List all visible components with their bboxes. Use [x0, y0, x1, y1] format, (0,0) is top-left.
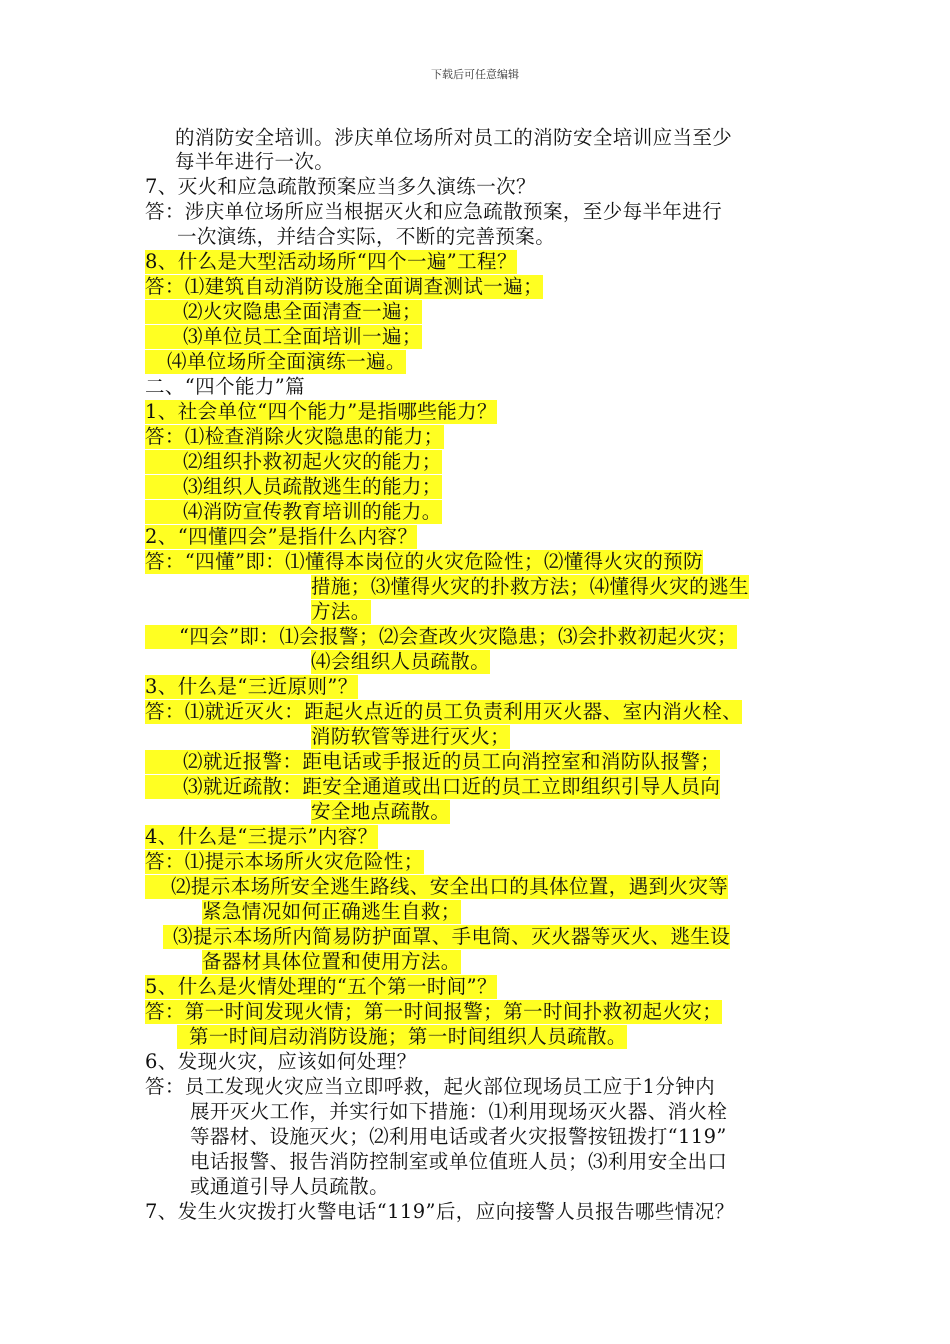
text-line: 或通道引导人员疏散。 [190, 1175, 390, 1198]
text-line: 3、什么是“三近原则”？ [145, 675, 358, 698]
text-line: ⑷会组织人员疏散。 [311, 650, 491, 673]
text-line: 答：⑴就近灭火：距起火点近的员工负责利用灭火器、室内消火栓、 [145, 700, 743, 723]
text-line: 消防软管等进行灭火； [311, 725, 511, 748]
text-line: 等器材、设施灭火；⑵利用电话或者火灾报警按钮拨打“119” [190, 1125, 727, 1148]
text-line: 一次演练，并结合实际，不断的完善预案。 [177, 225, 556, 248]
text-line: 措施；⑶懂得火灾的扑救方法；⑷懂得火灾的逃生 [311, 575, 749, 598]
text-line: ⑷单位场所全面演练一遍。 [145, 350, 406, 374]
text-line: 安全地点疏散。 [311, 800, 451, 823]
text-line: 答：⑴建筑自动消防设施全面调查测试一遍； [145, 275, 544, 298]
text-line: 7、灭火和应急疏散预案应当多久演练一次？ [145, 175, 536, 198]
text-line: ⑶组织人员疏散逃生的能力； [145, 475, 442, 499]
text-line: 电话报警、报告消防控制室或单位值班人员；⑶利用安全出口 [190, 1150, 728, 1173]
text-line: ⑵组织扑救初起火灾的能力； [145, 450, 442, 474]
text-line: 紧急情况如何正确逃生自救； [202, 900, 461, 923]
text-line: 答：员工发现火灾应当立即呼救，起火部位现场员工应于1分钟内 [145, 1075, 716, 1098]
text-line: 6、发现火灾，应该如何处理？ [145, 1050, 417, 1073]
text-line: 第一时间启动消防设施；第一时间组织人员疏散。 [177, 1025, 627, 1049]
text-line: ⑵提示本场所安全逃生路线、安全出口的具体位置，遇到火灾等 [145, 875, 728, 899]
text-line: 1、社会单位“四个能力”是指哪些能力？ [145, 400, 497, 423]
text-line: “四会”即：⑴会报警；⑵会查改火灾隐患；⑶会扑救初起火灾； [145, 625, 737, 649]
text-line: 4、什么是“三提示”内容？ [145, 825, 378, 848]
text-line: 答：⑴检查消除火灾隐患的能力； [145, 425, 444, 448]
text-line: ⑵火灾隐患全面清查一遍； [145, 300, 422, 324]
text-line: 展开灭火工作，并实行如下措施：⑴利用现场灭火器、消火栓 [190, 1100, 728, 1123]
text-line: ⑷消防宣传教育培训的能力。 [145, 500, 442, 524]
text-line: 答：第一时间发现火情；第一时间报警；第一时间扑救初起火灾； [145, 1000, 723, 1023]
text-line: 答：⑴提示本场所火灾危险性； [145, 850, 424, 873]
text-line: ⑵就近报警：距电话或手报近的员工向消控室和消防队报警； [145, 750, 720, 774]
text-line: ⑶提示本场所内简易防护面罩、手电筒、灭火器等灭火、逃生设 [163, 925, 730, 949]
section-heading: 二、“四个能力”篇 [145, 375, 306, 398]
text-line: ⑶就近疏散：距安全通道或出口近的员工立即组织引导人员向 [145, 775, 720, 799]
text-line: 方法。 [311, 600, 371, 623]
text-line: 答：涉庆单位场所应当根据灭火和应急疏散预案，至少每半年进行 [145, 200, 723, 223]
text-line: 的消防安全培训。涉庆单位场所对员工的消防安全培训应当至少 [175, 126, 733, 149]
text-line: 7、发生火灾拨打火警电话“119”后，应向接警人员报告哪些情况？ [145, 1200, 735, 1223]
page-header: 下载后可任意编辑 [431, 68, 519, 81]
text-line: 每半年进行一次。 [175, 150, 335, 173]
text-line: 2、“四懂四会”是指什么内容？ [145, 525, 418, 548]
text-line: 备器材具体位置和使用方法。 [202, 950, 461, 973]
text-line: 5、什么是火情处理的“五个第一时间”？ [145, 975, 497, 998]
text-line: 8、什么是大型活动场所“四个一遍”工程？ [145, 250, 517, 273]
text-line: ⑶单位员工全面培训一遍； [145, 325, 422, 349]
text-line: 答：“四懂”即：⑴懂得本岗位的火灾危险性；⑵懂得火灾的预防 [145, 550, 704, 573]
